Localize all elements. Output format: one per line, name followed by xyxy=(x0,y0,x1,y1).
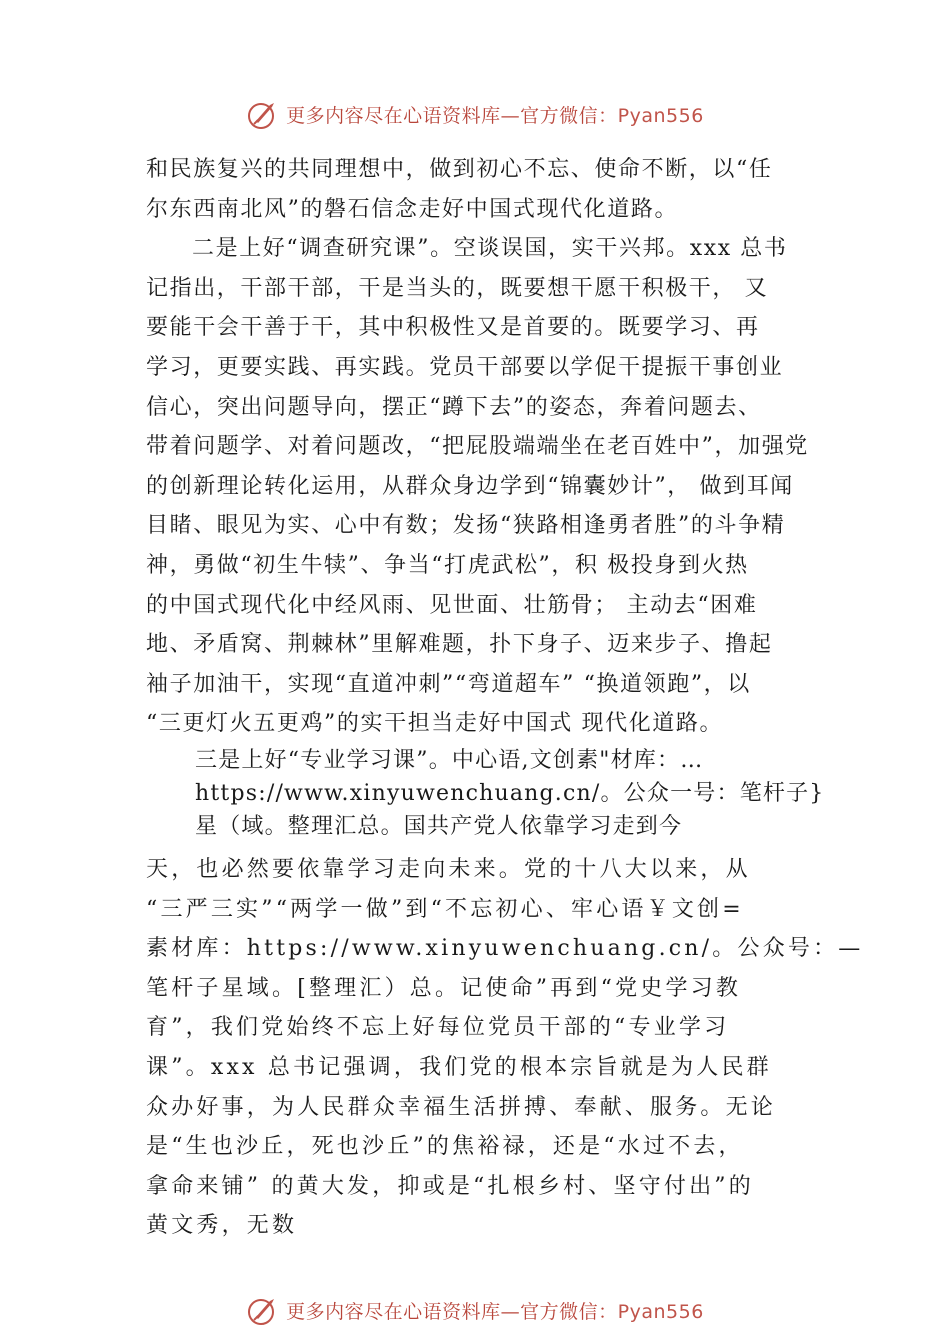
text-line: 目睹、眼见为实、心中有数；发扬“狭路相逢勇者胜”的斗争精 xyxy=(146,513,786,539)
inserted-note-block xyxy=(195,744,835,843)
text-line: “三严三实”“两学一做”到“不忘初心、牢心语￥文创= xyxy=(146,896,744,922)
banner-wechat-id: Pyan556 xyxy=(617,1300,704,1323)
text-line: 课”。xxx 总书记强调，我们党的根本宗旨就是为人民群 xyxy=(146,1054,772,1080)
text-line: 和民族复兴的共同理想中，做到初心不忘、使命不断，以“任 xyxy=(146,157,773,182)
text-line: 袖子加油干，实现“直道冲刺”“弯道超车” “换道领跑”，以 xyxy=(146,671,751,697)
text-line: 是“生也沙丘，死也沙丘”的焦裕禄，还是“水过不去， xyxy=(146,1134,744,1160)
text-line: 育”，我们党始终不忘上好每位党员干部的“专业学习 xyxy=(146,1015,730,1041)
banner-text: 更多内容尽在心语资料库—官方微信：Pyan556 xyxy=(286,1300,704,1323)
text-line: 素材库：https://www.xinyuwenchuang.cn/。公众号：— xyxy=(146,936,864,962)
note-line: 星（域。整理汇总。国共产党人依靠学习走到今 xyxy=(195,814,683,839)
text-line: 学习，更要实践、再实践。党员干部要以学促干提振干事创业 xyxy=(146,354,784,380)
text-line: 记指出，干部干部，干是当头的，既要想干愿干积极干， 又 xyxy=(146,275,769,301)
quill-pen-logo-icon xyxy=(246,97,280,131)
note-line: 三是上好“专业学习课”。中心语,文创素"材库：… xyxy=(195,748,704,773)
document-body xyxy=(146,150,836,744)
text-line: 笔杆子星域。[整理汇）总。记使命”再到“党史学习教 xyxy=(146,975,742,1001)
text-line: 天，也必然要依靠学习走向未来。党的十八大以来，从 xyxy=(146,857,751,882)
text-line: “三更灯火五更鸡”的实干担当走好中国式 现代化道路。 xyxy=(146,711,724,737)
text-line: 信心，突出问题导向，摆正“蹲下去”的姿态，奔着问题去、 xyxy=(146,394,762,420)
text-line: 拿命来铺” 的黄大发，抑或是“扎根乡村、坚守付出”的 xyxy=(146,1173,754,1199)
text-line: 的创新理论转化运用，从群众身边学到“锦囊妙计”， 做到耳闻 xyxy=(146,473,794,499)
banner-text: 更多内容尽在心语资料库—官方微信：Pyan556 xyxy=(286,104,704,127)
header-banner xyxy=(0,94,950,134)
text-line: 地、矛盾窝、荆棘林”里解难题，扑下身子、迈来步子、撸起 xyxy=(146,632,773,658)
text-line: 二是上好“调查研究课”。空谈误国，实干兴邦。xxx 总书 xyxy=(192,236,788,262)
text-line: 的中国式现代化中经风雨、见世面、壮筋骨； 主动去“困难 xyxy=(146,592,758,618)
footer-banner xyxy=(0,1290,950,1330)
note-line: https://www.xinyuwenchuang.cn/。公众一号：笔杆子} xyxy=(195,781,825,806)
text-line: 带着问题学、对着问题改，“把屁股端端坐在老百姓中”，加强党 xyxy=(146,434,809,460)
text-line: 要能干会干善于干，其中积极性又是首要的。既要学习、再 xyxy=(146,315,760,341)
banner-wechat-id: Pyan556 xyxy=(617,104,704,127)
quill-pen-logo-icon xyxy=(246,1293,280,1327)
document-body-continued xyxy=(146,850,864,1246)
text-line: 黄文秀，无数 xyxy=(146,1213,298,1239)
text-line: 众办好事，为人民群众幸福生活拼搏、奉献、服务。无论 xyxy=(146,1094,777,1120)
text-line: 尔东西南北风”的磐石信念走好中国式现代化道路。 xyxy=(146,196,679,222)
text-line: 神，勇做“初生牛犊”、争当“打虎武松”，积 极投身到火热 xyxy=(146,552,749,578)
